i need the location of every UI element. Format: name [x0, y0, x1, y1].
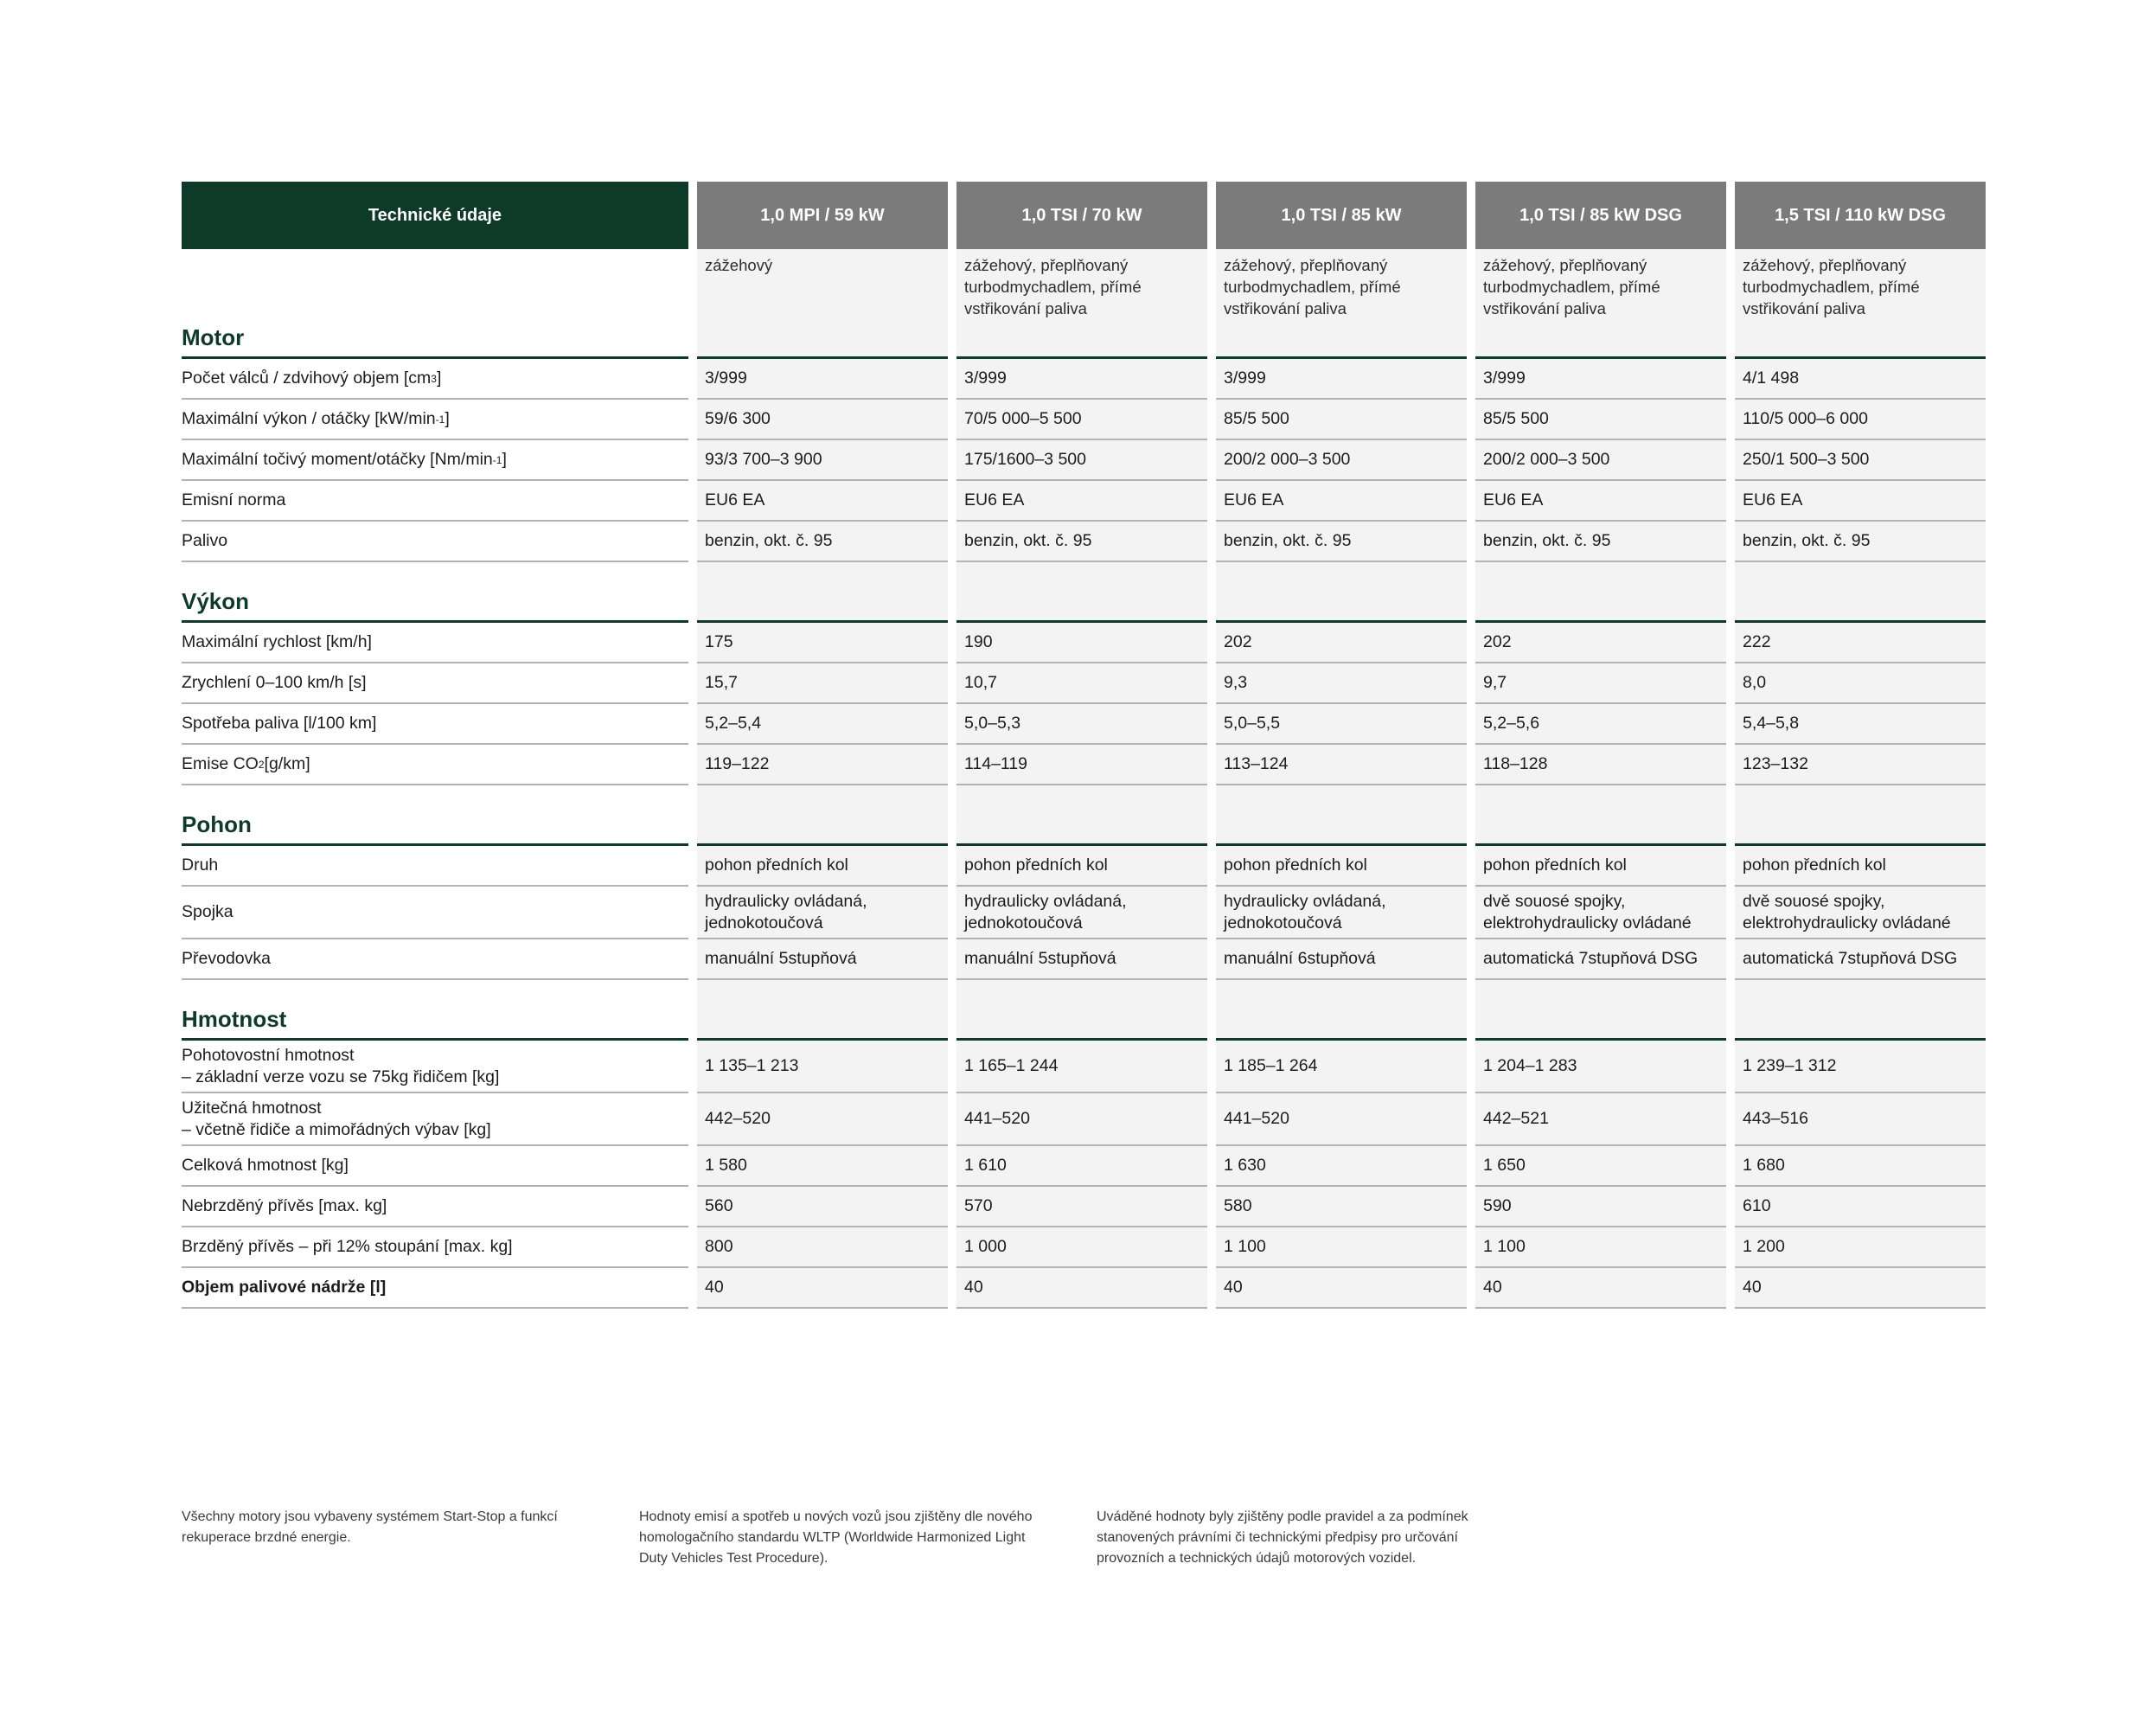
- table-cell: hydraulicky ovládaná, jednokotoučová: [956, 887, 1207, 939]
- row-label: Maximální točivý moment/otáčky [Nm/min -1 ]: [182, 440, 688, 481]
- table-row: [182, 400, 1983, 440]
- table-row: [182, 887, 1983, 939]
- table-cell: 40: [1475, 1268, 1726, 1309]
- table-cell: pohon předních kol: [1216, 846, 1467, 887]
- section-heading-pohon: [182, 785, 1983, 846]
- table-row: [182, 1227, 1983, 1268]
- table-cell: 118–128: [1475, 745, 1726, 785]
- header-title: Technické údaje: [182, 182, 688, 249]
- table-row: [182, 440, 1983, 481]
- table-cell: 1 000: [956, 1227, 1207, 1268]
- table-cell: benzin, okt. č. 95: [697, 522, 948, 562]
- table-cell: 443–516: [1735, 1093, 1986, 1146]
- table-cell: 222: [1735, 623, 1986, 663]
- table-cell: hydraulicky ovládaná, jednokotoučová: [697, 887, 948, 939]
- table-cell: manuální 6stupňová: [1216, 939, 1467, 980]
- section-heading-vykon: [182, 562, 1983, 623]
- table-cell: 590: [1475, 1187, 1726, 1227]
- table-cell: 200/2 000–3 500: [1216, 440, 1467, 481]
- engine-type-cell: zážehový: [697, 249, 948, 359]
- table-cell: 570: [956, 1187, 1207, 1227]
- table-cell: 113–124: [1216, 745, 1467, 785]
- table-cell: 441–520: [956, 1093, 1207, 1146]
- table-cell: manuální 5stupňová: [956, 939, 1207, 980]
- table-cell: 85/5 500: [1475, 400, 1726, 440]
- table-cell: 59/6 300: [697, 400, 948, 440]
- table-cell: 5,2–5,6: [1475, 704, 1726, 745]
- row-label: Druh: [182, 846, 688, 887]
- section-heading-hmotnost: [182, 980, 1983, 1041]
- table-cell: 1 165–1 244: [956, 1041, 1207, 1093]
- row-label: Emise CO 2 [g/km]: [182, 745, 688, 785]
- section-title: Výkon: [182, 562, 688, 623]
- column-header: 1,0 TSI / 85 kW DSG: [1475, 182, 1726, 249]
- row-label: Brzděný přívěs – při 12% stoupání [max. kg]: [182, 1227, 688, 1268]
- table-cell: 9,3: [1216, 663, 1467, 704]
- row-label: Spojka: [182, 887, 688, 939]
- table-cell: 580: [1216, 1187, 1467, 1227]
- engine-type-cell: zážehový, přeplňovaný turbodmychadlem, přímé vstřikování paliva: [1216, 249, 1467, 359]
- table-row: [182, 1041, 1983, 1093]
- table-cell: hydraulicky ovládaná, jednokotoučová: [1216, 887, 1467, 939]
- table-cell: EU6 EA: [1735, 481, 1986, 522]
- engine-type-cell: zážehový, přeplňovaný turbodmychadlem, přímé vstřikování paliva: [1735, 249, 1986, 359]
- table-cell: pohon předních kol: [697, 846, 948, 887]
- section-title: Hmotnost: [182, 980, 688, 1041]
- table-cell: 8,0: [1735, 663, 1986, 704]
- column-header: 1,0 MPI / 59 kW: [697, 182, 948, 249]
- row-label: Objem palivové nádrže [l]: [182, 1268, 688, 1309]
- engine-type-cell: zážehový, přeplňovaný turbodmychadlem, přímé vstřikování paliva: [956, 249, 1207, 359]
- table-cell: 4/1 498: [1735, 359, 1986, 400]
- footnote: Všechny motory jsou vybaveny systémem Start-Stop a funkcí rekuperace brzdné energie.: [182, 1509, 558, 1545]
- table-row: [182, 846, 1983, 887]
- row-label: Palivo: [182, 522, 688, 562]
- section-heading-motor: [182, 249, 1983, 359]
- table-row: [182, 939, 1983, 980]
- column-header: 1,0 TSI / 70 kW: [956, 182, 1207, 249]
- table-header: [182, 182, 1983, 249]
- table-row: [182, 522, 1983, 562]
- table-cell: 560: [697, 1187, 948, 1227]
- table-cell: 1 680: [1735, 1146, 1986, 1187]
- table-cell: 5,2–5,4: [697, 704, 948, 745]
- spec-table: [182, 182, 1983, 1309]
- table-cell: 1 650: [1475, 1146, 1726, 1187]
- table-cell: EU6 EA: [1216, 481, 1467, 522]
- row-label: Emisní norma: [182, 481, 688, 522]
- table-row: [182, 1146, 1983, 1187]
- table-cell: 1 610: [956, 1146, 1207, 1187]
- table-cell: 70/5 000–5 500: [956, 400, 1207, 440]
- section-title: Pohon: [182, 785, 688, 846]
- table-cell: 5,0–5,3: [956, 704, 1207, 745]
- table-cell: 3/999: [956, 359, 1207, 400]
- table-cell: manuální 5stupňová: [697, 939, 948, 980]
- table-cell: 40: [1216, 1268, 1467, 1309]
- table-cell: 9,7: [1475, 663, 1726, 704]
- table-cell: EU6 EA: [1475, 481, 1726, 522]
- row-label: Převodovka: [182, 939, 688, 980]
- table-cell: 40: [1735, 1268, 1986, 1309]
- row-label: Spotřeba paliva [l/100 km]: [182, 704, 688, 745]
- table-cell: 15,7: [697, 663, 948, 704]
- table-cell: pohon předních kol: [1475, 846, 1726, 887]
- table-cell: 1 100: [1475, 1227, 1726, 1268]
- column-header: 1,0 TSI / 85 kW: [1216, 182, 1467, 249]
- row-label: Užitečná hmotnost – včetně řidiče a mimořádných výbav [kg]: [182, 1093, 688, 1146]
- table-cell: EU6 EA: [697, 481, 948, 522]
- row-label: Pohotovostní hmotnost – základní verze vozu se 75kg řidičem [kg]: [182, 1041, 688, 1093]
- row-label: Maximální výkon / otáčky [kW/min -1 ]: [182, 400, 688, 440]
- table-cell: 610: [1735, 1187, 1986, 1227]
- footnote: Hodnoty emisí a spotřeb u nových vozů jsou zjištěny dle nového homologačního standardu WLTP (Worldwide Harmonized Light Duty Vehicles Test Procedure).: [639, 1509, 1033, 1566]
- row-label: Počet válců / zdvihový objem [cm 3 ]: [182, 359, 688, 400]
- column-header: 1,5 TSI / 110 kW DSG: [1735, 182, 1986, 249]
- table-cell: 175: [697, 623, 948, 663]
- table-cell: 190: [956, 623, 1207, 663]
- table-cell: 442–521: [1475, 1093, 1726, 1146]
- row-label: Nebrzděný přívěs [max. kg]: [182, 1187, 688, 1227]
- table-cell: 85/5 500: [1216, 400, 1467, 440]
- row-label: Maximální rychlost [km/h]: [182, 623, 688, 663]
- table-row: [182, 623, 1983, 663]
- table-cell: 1 580: [697, 1146, 948, 1187]
- table-cell: benzin, okt. č. 95: [1735, 522, 1986, 562]
- table-row: [182, 1093, 1983, 1146]
- table-cell: 1 185–1 264: [1216, 1041, 1467, 1093]
- table-cell: benzin, okt. č. 95: [1475, 522, 1726, 562]
- table-cell: 40: [697, 1268, 948, 1309]
- table-cell: 93/3 700–3 900: [697, 440, 948, 481]
- table-cell: 1 200: [1735, 1227, 1986, 1268]
- table-cell: 441–520: [1216, 1093, 1467, 1146]
- table-cell: 3/999: [697, 359, 948, 400]
- table-cell: 202: [1475, 623, 1726, 663]
- row-label: Zrychlení 0–100 km/h [s]: [182, 663, 688, 704]
- section-title: Motor: [182, 249, 688, 359]
- table-cell: 40: [956, 1268, 1207, 1309]
- table-cell: pohon předních kol: [1735, 846, 1986, 887]
- table-cell: 442–520: [697, 1093, 948, 1146]
- table-row: [182, 1268, 1983, 1309]
- footnote: Uváděné hodnoty byly zjištěny podle pravidel a za podmínek stanovených právními či technickými předpisy pro určování provozních a technických údajů motorových vozidel.: [1097, 1509, 1468, 1566]
- table-row: [182, 1187, 1983, 1227]
- table-cell: 202: [1216, 623, 1467, 663]
- table-cell: 110/5 000–6 000: [1735, 400, 1986, 440]
- table-cell: 1 630: [1216, 1146, 1467, 1187]
- table-cell: 3/999: [1475, 359, 1726, 400]
- row-label: Celková hmotnost [kg]: [182, 1146, 688, 1187]
- table-cell: 3/999: [1216, 359, 1467, 400]
- table-cell: 250/1 500–3 500: [1735, 440, 1986, 481]
- table-cell: 10,7: [956, 663, 1207, 704]
- table-cell: 1 204–1 283: [1475, 1041, 1726, 1093]
- table-cell: 119–122: [697, 745, 948, 785]
- table-row: [182, 745, 1983, 785]
- table-cell: automatická 7stupňová DSG: [1475, 939, 1726, 980]
- table-cell: 5,0–5,5: [1216, 704, 1467, 745]
- table-cell: 175/1600–3 500: [956, 440, 1207, 481]
- table-cell: 1 135–1 213: [697, 1041, 948, 1093]
- table-cell: 1 100: [1216, 1227, 1467, 1268]
- table-cell: 5,4–5,8: [1735, 704, 1986, 745]
- table-cell: pohon předních kol: [956, 846, 1207, 887]
- table-row: [182, 481, 1983, 522]
- table-cell: automatická 7stupňová DSG: [1735, 939, 1986, 980]
- table-cell: 1 239–1 312: [1735, 1041, 1986, 1093]
- table-cell: 800: [697, 1227, 948, 1268]
- table-row: [182, 359, 1983, 400]
- table-cell: benzin, okt. č. 95: [956, 522, 1207, 562]
- table-cell: benzin, okt. č. 95: [1216, 522, 1467, 562]
- table-row: [182, 704, 1983, 745]
- table-cell: 200/2 000–3 500: [1475, 440, 1726, 481]
- table-cell: dvě souosé spojky, elektrohydraulicky ovládané: [1475, 887, 1726, 939]
- table-row: [182, 663, 1983, 704]
- table-cell: dvě souosé spojky, elektrohydraulicky ovládané: [1735, 887, 1986, 939]
- engine-type-cell: zážehový, přeplňovaný turbodmychadlem, přímé vstřikování paliva: [1475, 249, 1726, 359]
- table-cell: 123–132: [1735, 745, 1986, 785]
- table-cell: 114–119: [956, 745, 1207, 785]
- table-cell: EU6 EA: [956, 481, 1207, 522]
